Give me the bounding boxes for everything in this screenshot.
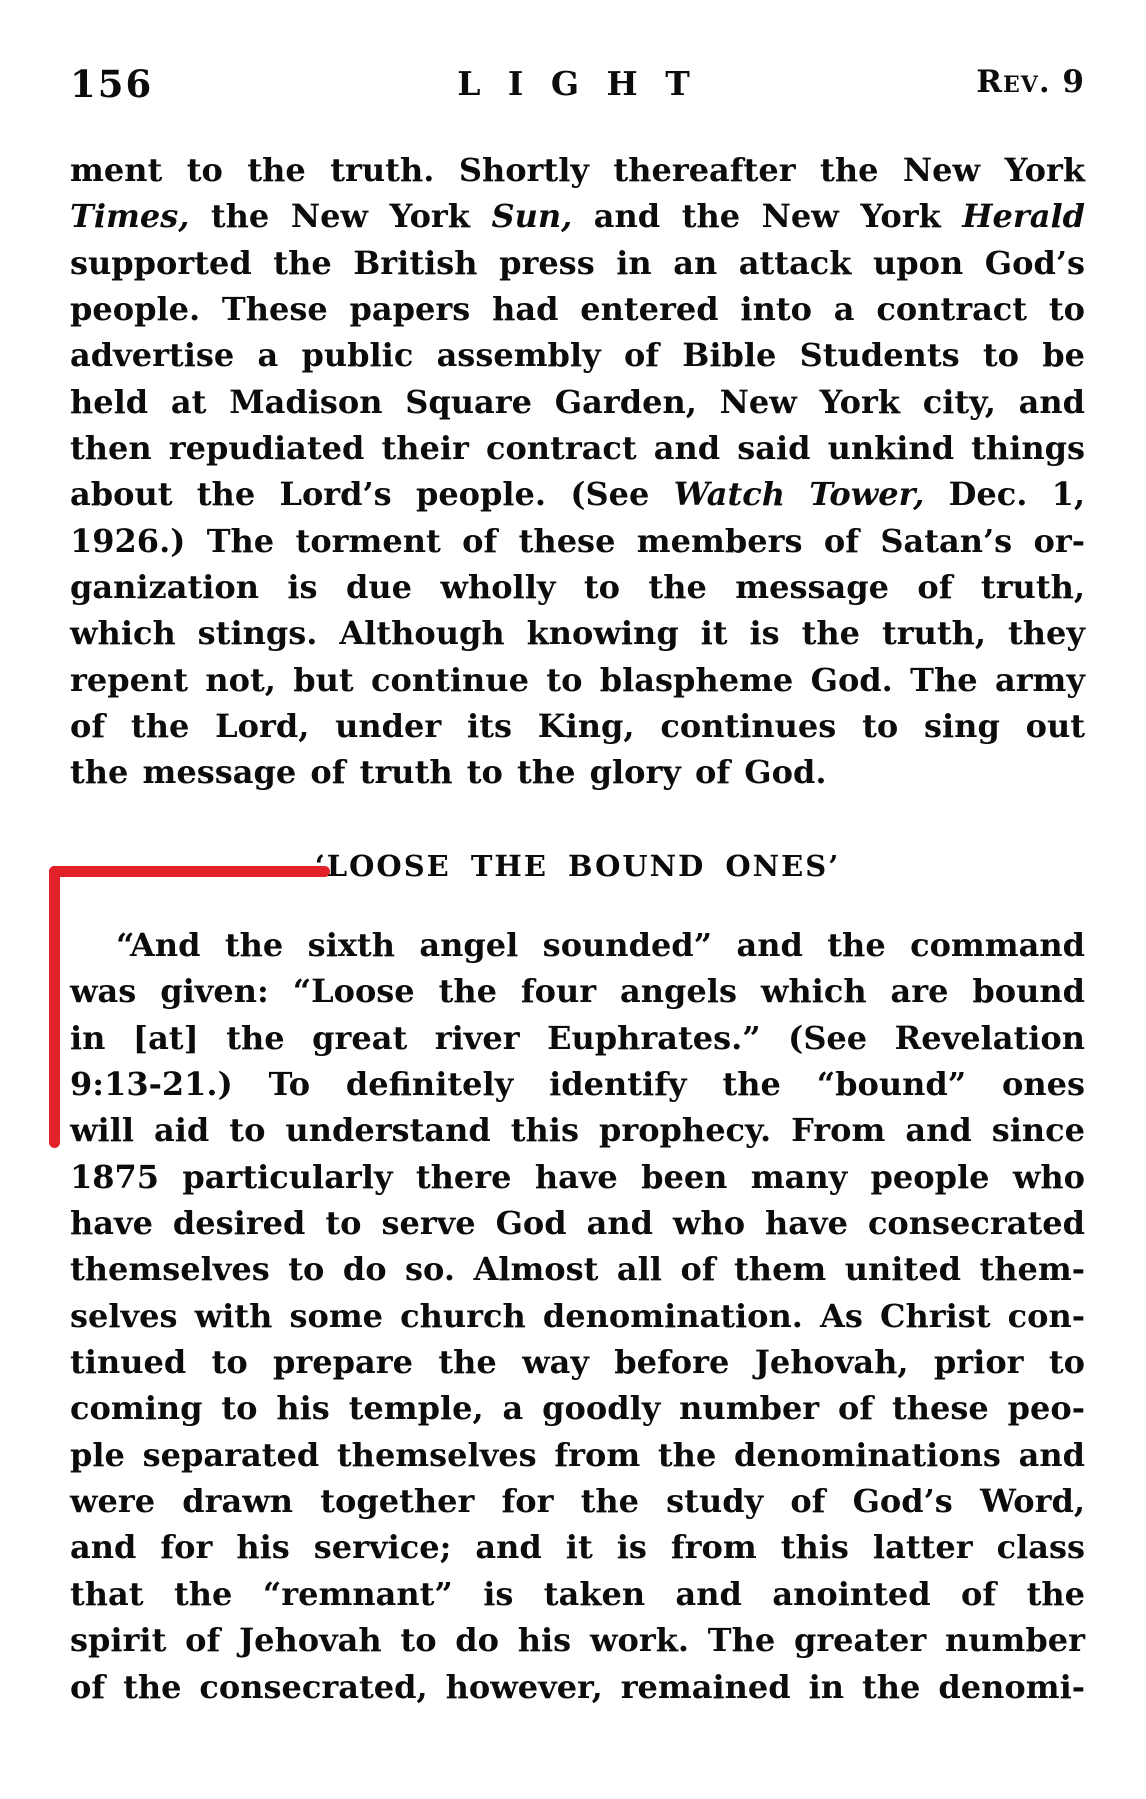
running-reference: Rev. 9	[976, 64, 1085, 100]
text-line	[70, 1478, 1085, 1524]
text-line	[70, 1154, 1085, 1200]
text-run: ple separated themselves from the denominations and	[70, 1435, 1085, 1474]
text-run: 1926.) The torment of these members of Satan’s or-	[70, 521, 1085, 560]
text-line	[70, 1061, 1085, 1107]
text-run: 1875 particularly there have been many people who	[70, 1157, 1085, 1196]
text-run: themselves to do so. Almost all of them united them-	[70, 1250, 1085, 1289]
text-run: repent not, but continue to blaspheme God. The army	[70, 660, 1085, 699]
text-run: coming to his temple, a goodly number of these peo-	[70, 1389, 1085, 1428]
text-run: advertise a public assembly of Bible Students to be	[70, 336, 1085, 375]
text-run: about the Lord’s people. (See	[70, 475, 674, 514]
text-line	[70, 1571, 1085, 1617]
text-line	[70, 749, 1085, 795]
text-run: were drawn together for the study of God’s Word,	[70, 1482, 1085, 1521]
text-line	[70, 286, 1085, 332]
text-line	[70, 1246, 1085, 1292]
running-title: L I G H T	[457, 64, 698, 103]
text-run: the message of truth to the glory of God.	[70, 753, 827, 792]
body-paragraph-2	[70, 922, 1085, 1710]
text-run: will aid to understand this prophecy. From and since	[70, 1111, 1085, 1150]
text-run: spirit of Jehovah to do his work. The greater number	[70, 1621, 1085, 1660]
text-line	[70, 922, 1085, 968]
text-line	[70, 1200, 1085, 1246]
text-run: and the New York	[572, 197, 963, 236]
text-run: held at Madison Square Garden, New York city, and	[70, 382, 1085, 421]
text-run: of the consecrated, however, remained in the denomi-	[70, 1667, 1085, 1706]
text-run: in [at] the great river Euphrates.” (See Revelation	[70, 1018, 1085, 1057]
text-run: supported the British press in an attack upon God’s	[70, 243, 1085, 282]
text-line	[70, 968, 1085, 1014]
red-marker-bracket-vertical	[49, 866, 60, 1148]
text-line	[70, 518, 1085, 564]
text-run: the New York	[189, 197, 492, 236]
text-run: ment to the truth. Shortly thereafter the New York	[70, 151, 1085, 189]
text-run: Times,	[70, 197, 190, 236]
text-run: of the Lord, under its King, continues to sing out	[70, 707, 1085, 746]
text-line	[70, 657, 1085, 703]
text-run: which stings. Although knowing it is the truth, they	[70, 614, 1085, 653]
text-run: Herald	[962, 197, 1085, 236]
text-line	[70, 1107, 1085, 1153]
text-line	[70, 1015, 1085, 1061]
text-run: Sun,	[491, 197, 573, 236]
text-line	[70, 193, 1085, 239]
text-run: Dec. 1,	[924, 475, 1086, 514]
text-line	[70, 564, 1085, 610]
text-run: ganization is due wholly to the message of truth,	[70, 568, 1085, 607]
text-run: then repudiated their contract and said unkind things	[70, 429, 1085, 468]
text-line	[70, 425, 1085, 471]
text-run: have desired to serve God and who have consecrated	[70, 1204, 1085, 1243]
text-run: 9:13-21.) To definitely identify the “bound” ones	[70, 1065, 1085, 1104]
text-line	[70, 147, 1085, 193]
text-run: and for his service; and it is from this latter class	[70, 1528, 1085, 1567]
text-line	[70, 379, 1085, 425]
text-line	[70, 332, 1085, 378]
section-heading: ‘LOOSE THE BOUND ONES’	[314, 849, 841, 883]
text-line	[70, 1664, 1085, 1710]
text-line	[70, 1385, 1085, 1431]
page-header	[70, 62, 1085, 106]
text-run: people. These papers had entered into a contract to	[70, 290, 1085, 329]
text-line	[70, 703, 1085, 749]
text-run: that the “remnant” is taken and anointed of the	[70, 1574, 1085, 1613]
text-run: selves with some church denomination. As Christ con-	[70, 1296, 1085, 1335]
text-line	[70, 610, 1085, 656]
text-run: was given: “Loose the four angels which are bound	[70, 972, 1085, 1011]
page-number: 156	[70, 62, 154, 106]
text-run: “And the sixth angel sounded” and the command	[116, 926, 1085, 964]
text-line	[70, 1432, 1085, 1478]
text-run: tinued to prepare the way before Jehovah, prior to	[70, 1343, 1085, 1382]
text-run: Watch Tower,	[673, 475, 925, 514]
text-line	[70, 240, 1085, 286]
text-line	[70, 1293, 1085, 1339]
text-line	[70, 1339, 1085, 1385]
text-line	[70, 1524, 1085, 1570]
text-line	[70, 471, 1085, 517]
text-line	[70, 1617, 1085, 1663]
body-paragraph-1	[70, 147, 1085, 796]
